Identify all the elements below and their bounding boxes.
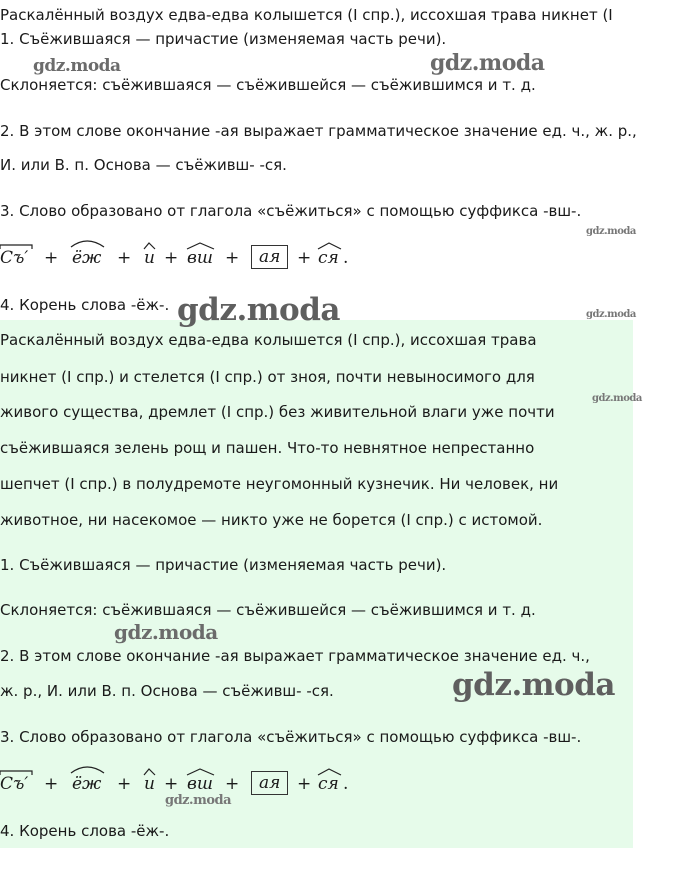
suffix-1-morpheme: и [144,774,155,794]
item-2-line-2: И. или В. п. Основа — съёживш- -ся. [0,156,287,174]
prefix-morpheme: Съ′ [0,774,28,794]
prefix-mark-icon [0,770,33,776]
suffix-2-morpheme: вш [187,774,213,794]
watermark-logo: gdz.moda [586,309,636,320]
plus-sign: + [297,774,312,794]
suffix-1-morpheme: и [144,248,155,268]
passage-line: животное, ни насекомое — никто уже не борется (I спр.) с истомой. [0,511,543,529]
item-2-line-1: 2. В этом слове окончание -ая выражает грамматическое значение ед. ч., [0,647,590,665]
plus-sign: + [225,774,240,794]
passage-line: никнет (I спр.) и стелется (I спр.) от зноя, почти невыносимого для [0,368,535,386]
declension-text: Склоняется: съёжившаяся — съёжившейся — съёжившимся и т. д. [0,601,536,619]
watermark-logo: gdz.moda [165,793,232,808]
watermark-logo: gdz.moda [586,226,636,237]
formula-end-dot: . [343,774,349,794]
root-arc-icon [70,238,106,248]
root-arc-icon [70,764,106,774]
watermark-logo: gdz.moda [177,292,340,328]
watermark-logo: gdz.moda [33,56,121,76]
plus-sign: + [164,774,179,794]
formula-end-dot: . [343,248,349,268]
cut-off-text-line: Раскалённый воздух едва-едва колышется (I спр.), иссохшая трава никнет (I [0,6,613,24]
passage-line: съёжившаяся зелень рощ и пашен. Что-то невнятное непрестанно [0,439,535,457]
passage-line: живого существа, дремлет (I спр.) без живительной влаги уже почти [0,403,555,421]
plus-sign: + [44,774,59,794]
plus-sign: + [117,774,132,794]
item-2-line-1: 2. В этом слове окончание -ая выражает грамматическое значение ед. ч., ж. р., [0,122,637,140]
item-2-line-2: ж. р., И. или В. п. Основа — съёживш- -ся. [0,682,334,700]
ending-morpheme: ая [251,245,288,269]
item-3-text: 3. Слово образовано от глагола «съёжиться» с помощью суффикса -вш-. [0,728,582,746]
plus-sign: + [164,248,179,268]
watermark-logo: gdz.moda [592,393,642,404]
postfix-morpheme: ся [318,248,339,268]
watermark-logo: gdz.moda [430,50,545,76]
plus-sign: + [297,248,312,268]
item-3-text: 3. Слово образовано от глагола «съёжиться» с помощью суффикса -вш-. [0,202,582,220]
item-1-text: 1. Съёжившаяся — причастие (изменяемая часть речи). [0,30,447,48]
prefix-morpheme: Съ′ [0,248,28,268]
root-morpheme: ёж [72,248,101,268]
plus-sign: + [44,248,59,268]
passage-line: шепчет (I спр.) в полудремоте неугомонный кузнечик. Ни человек, ни [0,475,559,493]
declension-text: Склоняется: съёжившаяся — съёжившейся — съёжившимся и т. д. [0,76,536,94]
passage-line: Раскалённый воздух едва-едва колышется (I спр.), иссохшая трава [0,331,537,349]
watermark-logo: gdz.moda [452,667,615,703]
root-morpheme: ёж [72,774,101,794]
postfix-morpheme: ся [318,774,339,794]
watermark-logo: gdz.moda [114,620,218,644]
item-1-text: 1. Съёжившаяся — причастие (изменяемая часть речи). [0,556,447,574]
plus-sign: + [225,248,240,268]
prefix-mark-icon [0,244,33,250]
item-4-text: 4. Корень слова -ёж-. [0,296,170,314]
ending-morpheme: ая [251,771,288,795]
suffix-2-morpheme: вш [187,248,213,268]
plus-sign: + [117,248,132,268]
item-4-text: 4. Корень слова -ёж-. [0,822,170,840]
